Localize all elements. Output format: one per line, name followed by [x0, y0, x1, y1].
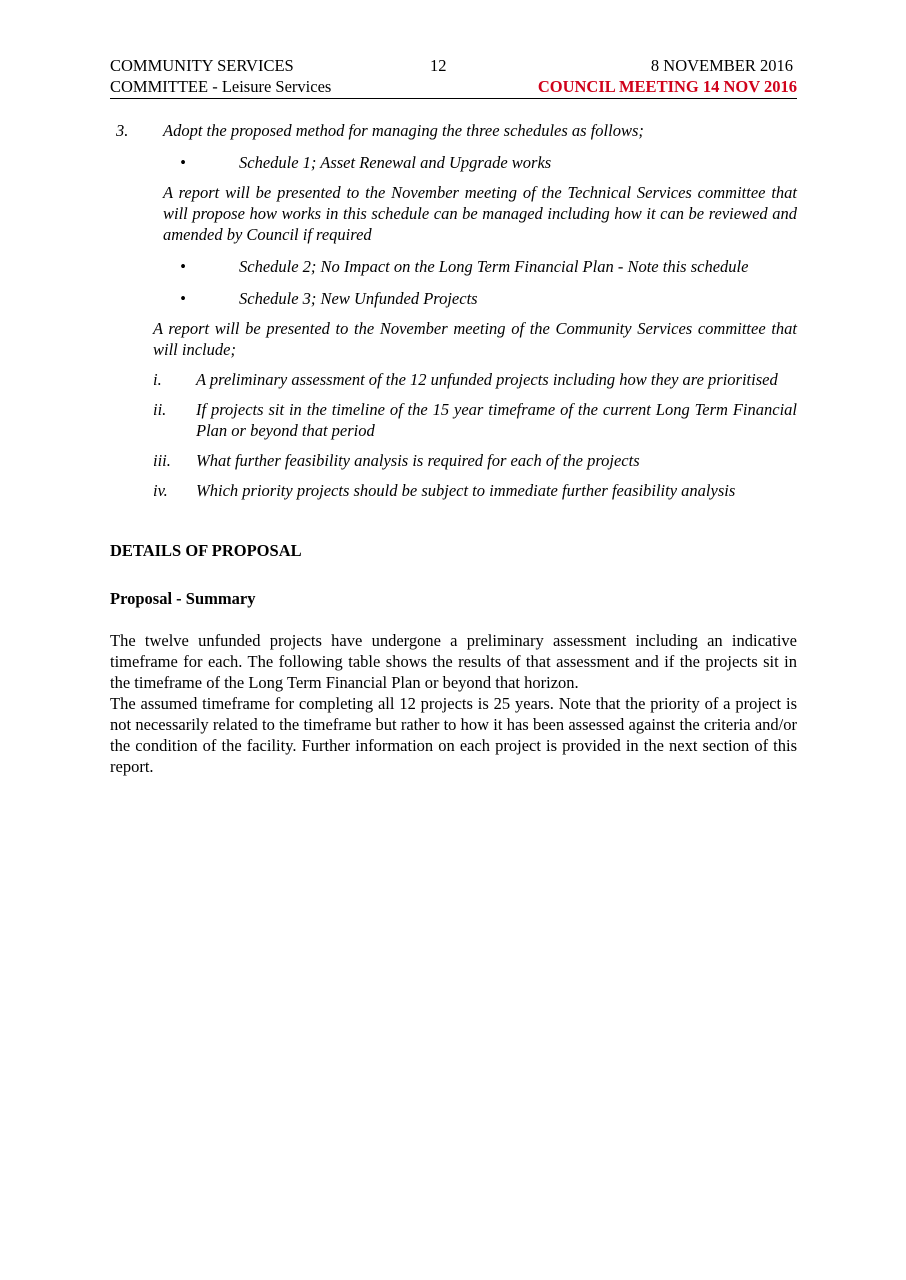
summary-heading: Proposal - Summary [110, 589, 256, 608]
schedule-1-note: A report will be presented to the November meeting of the Technical Services committee that will propose how works in this schedule can be managed including how it can be reviewed and amended by Council if required [163, 183, 797, 244]
report-item-ii-number: ii. [153, 400, 167, 419]
schedule-1-text: Schedule 1; Asset Renewal and Upgrade works [239, 153, 552, 172]
schedule-3-note: A report will be presented to the November meeting of the Community Services committee that will include; [153, 319, 797, 359]
report-item-iv-text: Which priority projects should be subject to immediate further feasibility analysis [196, 481, 736, 500]
report-item-ii [110, 399, 797, 441]
report-item-ii-text: If projects sit in the timeline of the 15 year timeframe of the current Long Term Financial Plan or beyond that period [196, 400, 797, 440]
report-item-iv [110, 480, 797, 501]
report-item-i [110, 369, 797, 390]
report-item-iii-text: What further feasibility analysis is required for each of the projects [196, 451, 640, 470]
bullet-icon: • [180, 289, 186, 308]
report-item-i-number: i. [153, 370, 162, 389]
report-item-iv-number: iv. [153, 481, 168, 500]
report-item-i-text: A preliminary assessment of the 12 unfunded projects including how they are prioritised [196, 370, 778, 389]
committee-name-line1: COMMUNITY SERVICES [110, 56, 294, 75]
bullet-icon: • [180, 153, 186, 172]
bullet-icon: • [180, 257, 186, 276]
report-item-iii-number: iii. [153, 451, 171, 470]
council-meeting-label: COUNCIL MEETING 14 NOV 2016 [537, 77, 797, 96]
meeting-date: 8 NOVEMBER 2016 [650, 56, 793, 75]
item-3 [110, 120, 797, 141]
schedule-3-item [110, 288, 797, 309]
page-header [110, 54, 797, 99]
page-number: 12 [430, 56, 447, 75]
summary-paragraph-1: The twelve unfunded projects have undergone a preliminary assessment including an indicative timeframe for each. The following table shows the results of that assessment and if the projects sit in the timeframe of the Long Term Financial Plan or beyond that horizon. [110, 631, 797, 692]
details-heading: DETAILS OF PROPOSAL [110, 541, 302, 560]
summary-paragraph-2: The assumed timeframe for completing all 12 projects is 25 years. Note that the priority of a project is not necessarily related to the timeframe but rather to how it has been assessed against the criteria and/or the condition of the facility. Further information on each project is provided in the next section of this report. [110, 694, 797, 776]
schedule-3-text: Schedule 3; New Unfunded Projects [239, 289, 478, 308]
report-item-iii [110, 450, 797, 471]
item-3-number: 3. [116, 121, 129, 140]
item-3-text: Adopt the proposed method for managing the three schedules as follows; [163, 121, 644, 140]
committee-name [110, 55, 331, 97]
schedule-2-text: Schedule 2; No Impact on the Long Term Financial Plan - Note this schedule [239, 257, 749, 276]
page-body [110, 120, 797, 777]
schedule-2-item [110, 256, 797, 277]
committee-name-line2: COMMITTEE - Leisure Services [110, 77, 332, 96]
schedule-1-item [110, 152, 797, 173]
